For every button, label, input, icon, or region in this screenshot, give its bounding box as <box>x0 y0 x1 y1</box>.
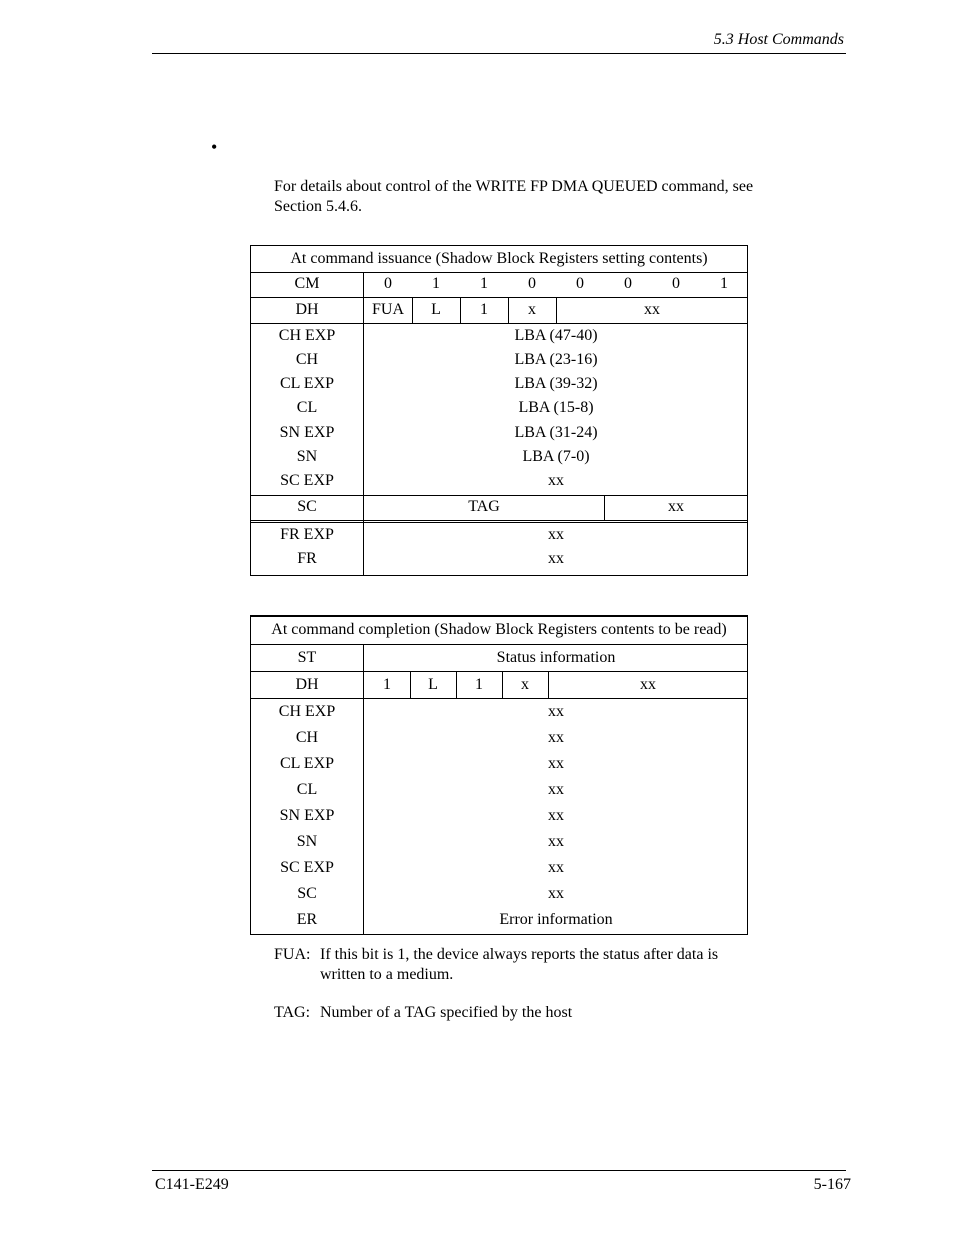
sc-label: SC <box>297 498 317 515</box>
note-item <box>274 945 754 985</box>
dh-l-cell: L <box>428 676 438 693</box>
header-rule <box>152 53 846 54</box>
dh-rest-cell: xx <box>640 676 656 693</box>
register-label: CL EXP <box>279 755 335 772</box>
register-value: xx <box>548 729 564 746</box>
dh-bit-cell: 1 <box>480 301 488 318</box>
cm-label: CM <box>294 275 320 292</box>
dh-l-cell: L <box>431 301 441 318</box>
dh-label: DH <box>295 676 319 693</box>
register-value: xx <box>548 859 564 876</box>
register-label: FR EXP <box>280 526 334 543</box>
note-text: If this bit is 1, the device always reports the status after data is written to a medium. <box>320 946 719 983</box>
register-value: LBA (23-16) <box>514 351 598 368</box>
sc-rest-cell: xx <box>668 498 684 515</box>
register-label: CH EXP <box>278 327 336 344</box>
register-value: xx <box>548 781 564 798</box>
cm-bit: 0 <box>576 275 584 292</box>
register-label: CL <box>296 399 318 416</box>
cm-bit: 0 <box>672 275 680 292</box>
cm-bit: 0 <box>624 275 632 292</box>
running-header: 5.3 Host Commands <box>713 31 844 48</box>
st-value: Status information <box>496 649 616 666</box>
register-value: Error information <box>499 911 613 928</box>
cm-bit: 1 <box>480 275 488 292</box>
notes-section <box>274 945 754 1041</box>
register-value: xx <box>548 526 564 543</box>
issuance-register-table <box>250 245 748 576</box>
register-value: LBA (7-0) <box>522 448 590 465</box>
intro-paragraph: For details about control of the WRITE FP DMA QUEUED command, see Section 5.4.6. <box>274 178 754 215</box>
footer-rule <box>152 1170 846 1171</box>
dh-x-cell: x <box>521 676 529 693</box>
register-label: ER <box>296 911 318 928</box>
cm-bit: 1 <box>720 275 728 292</box>
note-item <box>274 1003 754 1023</box>
document-id: C141-E249 <box>155 1176 229 1193</box>
register-label: CH EXP <box>278 703 336 720</box>
register-value: xx <box>548 755 564 772</box>
register-label: SC EXP <box>280 472 334 489</box>
note-key: FUA: <box>274 946 311 963</box>
register-value: LBA (47-40) <box>514 327 598 344</box>
page-number: 5-167 <box>813 1176 851 1193</box>
register-value: LBA (15-8) <box>518 399 594 416</box>
register-label: SN EXP <box>279 807 335 824</box>
register-value: xx <box>548 550 564 567</box>
register-label: SC EXP <box>280 859 334 876</box>
register-label: CL EXP <box>279 375 335 392</box>
register-label: SN <box>296 833 318 850</box>
dh-bit-cell: 1 <box>383 676 391 693</box>
dh-x-cell: x <box>528 301 536 318</box>
register-value: LBA (31-24) <box>514 424 598 441</box>
register-value: xx <box>548 885 564 902</box>
completion-table-title: At command completion (Shadow Block Registers contents to be read) <box>271 621 727 638</box>
dh-bit-cell: 1 <box>475 676 483 693</box>
dh-label: DH <box>295 301 319 318</box>
register-value: xx <box>548 472 564 489</box>
register-label: CL <box>296 781 318 798</box>
note-key: TAG: <box>274 1004 311 1021</box>
cm-bit: 0 <box>384 275 392 292</box>
register-value: xx <box>548 703 564 720</box>
dh-rest-cell: xx <box>644 301 660 318</box>
register-label: FR <box>297 550 317 567</box>
st-label: ST <box>297 649 317 666</box>
register-label: SN <box>296 448 318 465</box>
sc-tag-cell: TAG <box>468 498 500 515</box>
register-value: xx <box>548 833 564 850</box>
register-label: SC <box>297 885 317 902</box>
register-label: SN EXP <box>279 424 335 441</box>
issuance-table-title: At command issuance (Shadow Block Registers setting contents) <box>290 250 708 267</box>
completion-register-table <box>250 615 748 935</box>
cm-bit: 1 <box>432 275 440 292</box>
register-label: CH <box>295 729 319 746</box>
dh-fua-cell: FUA <box>371 301 404 318</box>
bullet-point: • <box>211 137 218 157</box>
note-text: Number of a TAG specified by the host <box>320 1004 573 1021</box>
register-label: CH <box>295 351 319 368</box>
register-value: xx <box>548 807 564 824</box>
register-value: LBA (39-32) <box>514 375 598 392</box>
cm-bit: 0 <box>528 275 536 292</box>
